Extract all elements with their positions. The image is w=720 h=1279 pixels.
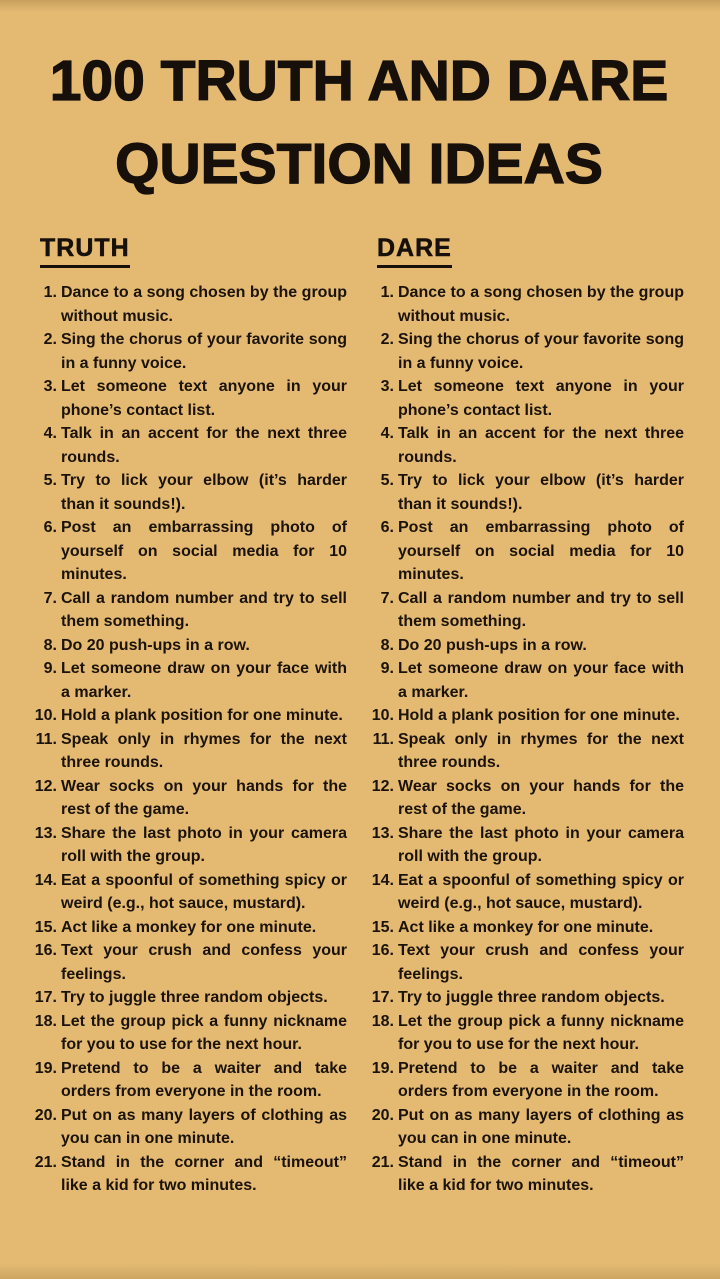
item-text: Talk in an accent for the next three rounds.	[398, 425, 684, 466]
item-number: 7.	[380, 589, 394, 607]
item-number: 12.	[34, 777, 57, 795]
item-number: 4.	[380, 425, 394, 442]
item-text: Act like a monkey for one minute.	[61, 918, 317, 936]
item-number: 1.	[380, 284, 394, 301]
list-item	[34, 1010, 347, 1057]
list-item	[34, 328, 347, 375]
list-item	[34, 469, 347, 516]
list-item	[371, 281, 684, 328]
item-text: Try to juggle three random objects.	[61, 989, 328, 1006]
item-number: 2.	[43, 331, 57, 348]
list-item	[34, 704, 347, 728]
item-number: 1.	[43, 284, 57, 301]
list-item	[371, 469, 684, 516]
truth-list	[34, 281, 347, 1198]
list-item	[371, 422, 684, 469]
item-number: 5.	[380, 472, 394, 489]
list-item	[371, 986, 684, 1010]
list-item	[371, 939, 684, 986]
item-text: Speak only in rhymes for the next three rounds.	[61, 730, 347, 771]
list-item	[34, 822, 347, 869]
list-item	[34, 986, 347, 1010]
item-text: Eat a spoonful of something spicy or weird (e.g., hot sauce, mustard).	[61, 871, 347, 912]
columns	[34, 234, 684, 1198]
list-item	[34, 422, 347, 469]
item-number: 20.	[371, 1106, 394, 1124]
list-item	[371, 704, 684, 728]
truth-column	[34, 234, 347, 1198]
list-item	[34, 1057, 347, 1104]
list-item	[371, 1151, 684, 1198]
item-number: 17.	[34, 989, 57, 1006]
item-number: 13.	[371, 824, 394, 842]
list-item	[371, 634, 684, 658]
item-number: 9.	[380, 660, 394, 677]
item-text: Speak only in rhymes for the next three rounds.	[398, 730, 684, 771]
item-text: Try to lick your elbow (it’s harder than it sounds!).	[61, 472, 347, 513]
item-number: 3.	[380, 378, 394, 395]
item-text: Eat a spoonful of something spicy or weird (e.g., hot sauce, mustard).	[398, 871, 684, 912]
list-item	[34, 775, 347, 822]
item-text: Let someone text anyone in your phone’s contact list.	[398, 378, 684, 419]
item-number: 21.	[34, 1153, 57, 1171]
list-item	[34, 375, 347, 422]
item-number: 19.	[371, 1059, 394, 1077]
dare-column	[371, 234, 684, 1198]
item-number: 17.	[371, 989, 394, 1006]
item-text: Pretend to be a waiter and take orders from everyone in the room.	[61, 1059, 347, 1100]
item-text: Post an embarrassing photo of yourself on social media for 10 minutes.	[61, 519, 347, 583]
item-number: 12.	[371, 777, 394, 795]
item-text: Wear socks on your hands for the rest of the game.	[61, 777, 347, 818]
item-text: Put on as many layers of clothing as you can in one minute.	[61, 1106, 347, 1147]
list-item	[34, 916, 347, 940]
item-text: Stand in the corner and “timeout” like a kid for two minutes.	[398, 1153, 684, 1194]
list-item	[371, 775, 684, 822]
item-number: 9.	[43, 660, 57, 677]
item-text: Dance to a song chosen by the group without music.	[398, 284, 684, 325]
item-number: 15.	[371, 918, 394, 936]
list-item	[371, 1057, 684, 1104]
item-number: 14.	[34, 871, 57, 889]
item-text: Try to lick your elbow (it’s harder than it sounds!).	[398, 472, 684, 513]
list-item	[371, 1010, 684, 1057]
item-number: 18.	[34, 1012, 57, 1030]
item-text: Let someone text anyone in your phone’s contact list.	[61, 378, 347, 419]
item-text: Share the last photo in your camera roll with the group.	[61, 824, 347, 865]
item-text: Wear socks on your hands for the rest of the game.	[398, 777, 684, 818]
item-text: Hold a plank position for one minute.	[61, 707, 343, 724]
item-number: 19.	[34, 1059, 57, 1077]
item-number: 2.	[380, 331, 394, 348]
item-number: 21.	[371, 1153, 394, 1171]
list-item	[371, 916, 684, 940]
dare-list	[371, 281, 684, 1198]
item-text: Put on as many layers of clothing as you can in one minute.	[398, 1106, 684, 1147]
list-item	[371, 587, 684, 634]
item-number: 6.	[380, 519, 394, 536]
item-number: 13.	[34, 824, 57, 842]
item-text: Hold a plank position for one minute.	[398, 707, 680, 724]
list-item	[34, 281, 347, 328]
list-item	[371, 375, 684, 422]
item-number: 14.	[371, 871, 394, 889]
item-text: Let someone draw on your face with a marker.	[61, 660, 347, 701]
item-number: 11.	[372, 730, 394, 748]
list-item	[34, 657, 347, 704]
item-text: Text your crush and confess your feelings.	[61, 942, 347, 983]
item-text: Let someone draw on your face with a marker.	[398, 660, 684, 701]
item-number: 6.	[43, 519, 57, 536]
list-item	[34, 1104, 347, 1151]
list-item	[34, 869, 347, 916]
list-item	[34, 1151, 347, 1198]
dare-heading: DARE	[377, 234, 452, 268]
item-number: 16.	[371, 942, 394, 959]
list-item	[371, 1104, 684, 1151]
list-item	[371, 869, 684, 916]
item-number: 10.	[371, 707, 394, 724]
item-text: Sing the chorus of your favorite song in a funny voice.	[61, 331, 347, 372]
item-text: Try to juggle three random objects.	[398, 989, 665, 1006]
item-number: 4.	[43, 425, 57, 442]
item-text: Do 20 push-ups in a row.	[61, 636, 250, 654]
item-text: Talk in an accent for the next three rounds.	[61, 425, 347, 466]
item-text: Post an embarrassing photo of yourself on social media for 10 minutes.	[398, 519, 684, 583]
list-item	[371, 657, 684, 704]
item-number: 8.	[380, 636, 394, 654]
item-text: Call a random number and try to sell them something.	[398, 589, 684, 630]
item-number: 11.	[35, 730, 57, 748]
item-number: 7.	[43, 589, 57, 607]
list-item	[371, 328, 684, 375]
truth-heading: TRUTH	[40, 234, 130, 268]
item-text: Let the group pick a funny nickname for you to use for the next hour.	[398, 1012, 684, 1053]
item-text: Stand in the corner and “timeout” like a kid for two minutes.	[61, 1153, 347, 1194]
item-number: 20.	[34, 1106, 57, 1124]
item-text: Dance to a song chosen by the group without music.	[61, 284, 347, 325]
item-number: 10.	[34, 707, 57, 724]
list-item	[371, 516, 684, 587]
page-title: 100 TRUTH AND DARE QUESTION IDEAS	[49, 49, 669, 196]
item-text: Text your crush and confess your feelings.	[398, 942, 684, 983]
item-number: 3.	[43, 378, 57, 395]
list-item	[34, 516, 347, 587]
list-item	[34, 939, 347, 986]
list-item	[371, 822, 684, 869]
list-item	[34, 634, 347, 658]
item-text: Share the last photo in your camera roll with the group.	[398, 824, 684, 865]
list-item	[34, 587, 347, 634]
item-text: Sing the chorus of your favorite song in a funny voice.	[398, 331, 684, 372]
item-number: 8.	[43, 636, 57, 654]
list-item	[34, 728, 347, 775]
list-item	[371, 728, 684, 775]
item-text: Pretend to be a waiter and take orders from everyone in the room.	[398, 1059, 684, 1100]
item-text: Act like a monkey for one minute.	[398, 918, 654, 936]
item-text: Do 20 push-ups in a row.	[398, 636, 587, 654]
item-number: 18.	[371, 1012, 394, 1030]
item-number: 5.	[43, 472, 57, 489]
item-number: 16.	[34, 942, 57, 959]
item-text: Let the group pick a funny nickname for you to use for the next hour.	[61, 1012, 347, 1053]
item-text: Call a random number and try to sell them something.	[61, 589, 347, 630]
item-number: 15.	[34, 918, 57, 936]
